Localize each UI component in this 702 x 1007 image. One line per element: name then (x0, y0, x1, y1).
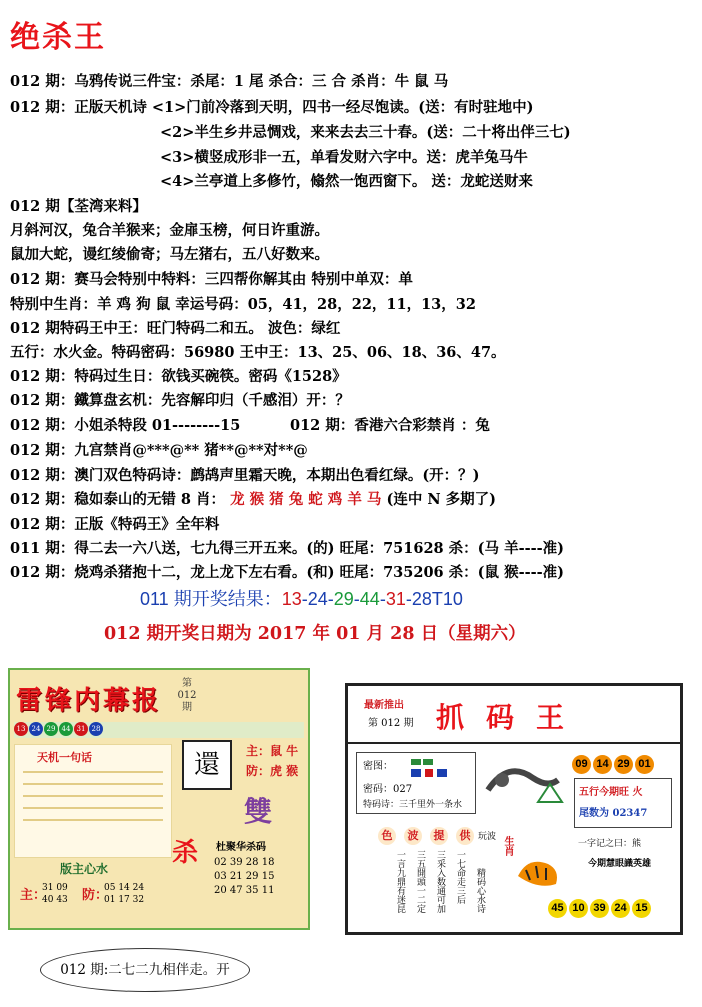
tag-new: 最新推出 (364, 700, 404, 711)
line-13: 012 期：特码过生日：欲钱买碗筷。密码《1528》 (10, 368, 347, 385)
line-7: 月斜河汉，兔合羊猴来；金扉玉榜，何日许重游。 (10, 222, 329, 239)
top-numbers: 09 14 29 01 (572, 752, 656, 774)
poster-title: 雷锋内幕报 (16, 686, 162, 716)
draw-date: 012 期开奖日期为 2017 年 01 月 28 日（星期六） (104, 624, 526, 644)
line-21: 012 期：烧鸡杀猪抱十二，龙上龙下左右看。(和) 旺尾：735206 杀：(鼠 猴----准) (10, 564, 565, 581)
creature-icon (478, 750, 568, 812)
line-6: 012 期【荃湾来料】 (10, 198, 147, 215)
zodiac-label: 生肖 (502, 836, 513, 856)
bottom-numbers: 45 10 39 24 15 (548, 896, 653, 918)
heart-title: 版主心水 (60, 862, 109, 876)
section-title: 天机一句话 (37, 751, 92, 764)
result-numbers: 13-24-29-44-31-28 (281, 589, 432, 609)
main-nums: 31 09 40 43 (42, 883, 68, 905)
guard-nums: 05 14 24 01 17 32 (104, 883, 145, 905)
seal-character: 還 (182, 740, 232, 790)
result-number: 31 (385, 589, 406, 609)
line-15: 012 期：小姐杀特段 01--------15 (10, 417, 241, 434)
line-8: 鼠加大蛇，谩红绫偷寄；马左猪右，五八好数来。 (10, 246, 329, 263)
double-character: 雙 (244, 795, 273, 828)
result-number: 28 (411, 589, 432, 609)
draw-result: 011 期开奖结果：13-24-29-44-31-28T10 (140, 589, 463, 609)
result-number: 24 (307, 589, 328, 609)
line-18: 012 期：稳如泰山的无错 8 肖： 龙 猴 猪 兔 蛇 鸡 羊 马 (连中 N 多期了) (10, 491, 497, 508)
zodiac-main: 主：鼠 牛 (246, 744, 299, 758)
line-14: 012 期：鐵算盘玄机：先容解印归（千感泪）开：？ (10, 392, 350, 409)
line-12: 五行：水火金。特码密码：56980 王中王：13、25、06、18、36、47。 (10, 344, 506, 361)
remark-2: 今期慧眼識英雄 (588, 859, 652, 869)
poster-title: 抓码王 (436, 701, 587, 734)
wuxing-box: 五行今期旺 火 尾数为 02347 (574, 778, 672, 828)
password-box: 密图： 密码：027 特码诗：三千里外一条水 (356, 752, 476, 814)
poster-header (348, 686, 680, 744)
result-number: 13 (281, 589, 302, 609)
tabs: 色 波 提 供 玩波 (378, 824, 496, 845)
line-5: <4>兰亭道上多修竹，翛然一饱西窗下。 送：龙蛇送财来 (160, 173, 533, 190)
note: 精码心水诗 (475, 868, 485, 913)
result-number: 44 (359, 589, 380, 609)
line-17: 012 期：澳门双色特码诗：鹧鸪声里霜天晚，本期出色看红绿。(开：？) (10, 467, 480, 484)
line-16: 012 期：九宫禁肖@***@** 猪**@**对**@ (10, 442, 308, 459)
main-label: 主： (20, 888, 47, 903)
issue: 第 012 期 (368, 718, 414, 729)
line-2: 012 期：正版天机诗 <1>门前冷落到天明，四书一经尽饱读。(送：有时驻地中) (10, 99, 534, 116)
line-20: 011 期：得二去一六八送，七九得三开五来。(的) 旺尾：751628 杀：(马 羊----准) (10, 540, 565, 557)
tiger-icon (508, 846, 568, 896)
poster-zhuamawang (345, 683, 683, 935)
line-19: 012 期：正版《特码王》全年料 (10, 516, 220, 533)
line-1: 012 期：乌鸦传说三件宝：杀尾：1 尾 杀合：三 合 杀肖：牛 鼠 马 (10, 73, 449, 90)
poster-issue: 第012期 (177, 678, 197, 713)
line-3: <2>半生乡井忌惆戏，来来去去三十春。(送：二十将出伴三七) (160, 124, 571, 141)
line-10: 特别中生肖：羊 鸡 狗 鼠 幸运号码：05，41，28，22，11，13，32 (10, 296, 476, 313)
line-4: <3>横竖成形非一五，单看发财六字中。送：虎羊兔马牛 (160, 149, 528, 166)
poster-section-box (14, 744, 172, 858)
tag-character: 杀 (172, 838, 199, 868)
eight-suffix: (连中 N 多期了) (386, 491, 497, 508)
poem-columns: 一七命走三后 三采入数通可加 三五開頭一二定 一言九鼎有迷昆 (395, 850, 465, 913)
page-title: 绝杀王 (10, 20, 106, 55)
line-9: 012 期：赛马会特别中特料：三四帮你解其由 特别中单双：单 (10, 271, 413, 288)
guard-label: 防： (82, 888, 109, 903)
result-number: 29 (333, 589, 354, 609)
poster-number-strip: 13 24 29 44 31 28 (14, 722, 304, 738)
hk-line: 012 期：香港六合彩禁肖 ：兔 (290, 417, 490, 434)
eight-zodiac: 龙 猴 猪 兔 蛇 鸡 羊 马 (230, 491, 382, 508)
poster-leifeng (8, 668, 310, 930)
footer-note: 012 期:二七二九相伴走。开 (40, 948, 250, 992)
zodiac-guard: 防：虎 猴 (246, 764, 299, 778)
password-image (407, 757, 457, 783)
line-11: 012 期特码王中王：旺门特码二和五。 波色：绿红 (10, 320, 341, 337)
code-list: 02 39 28 18 03 21 29 15 20 47 35 11 (214, 857, 275, 896)
remark: 一字记之曰：熊 (578, 839, 642, 849)
code-title: 杜聚华杀码 (216, 842, 266, 853)
